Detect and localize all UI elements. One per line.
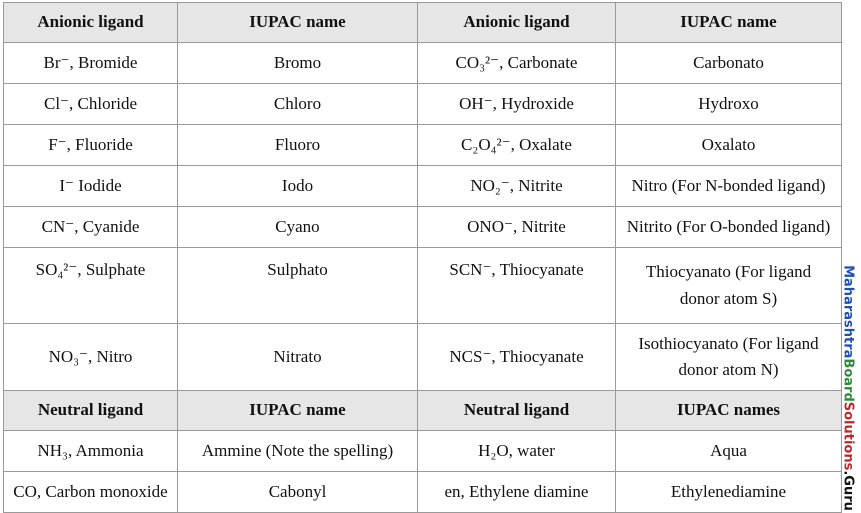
ligand-cell: CO, Carbon monoxide: [4, 472, 178, 513]
iupac-cell: Oxalato: [616, 125, 842, 166]
iupac-cell: Nitro (For N-bonded ligand): [616, 166, 842, 207]
ligand-cell: en, Ethylene diamine: [418, 472, 616, 513]
iupac-cell: Iodo: [178, 166, 418, 207]
header-iupac-name-3: IUPAC name: [178, 391, 418, 431]
ligand-cell: SCN⁻, Thiocyanate: [418, 248, 616, 324]
watermark-text: [841, 265, 856, 511]
watermark-part-3: Solutions: [840, 401, 856, 471]
iupac-cell: Ethylenediamine: [616, 472, 842, 513]
ligand-cell: CO₃²⁻, Carbonate: [418, 43, 616, 84]
table-row: [4, 125, 842, 166]
header-neutral-ligand-1: Neutral ligand: [4, 391, 178, 431]
table-row: [4, 324, 842, 391]
ligand-cell: ONO⁻, Nitrite: [418, 207, 616, 248]
iupac-cell: Aqua: [616, 431, 842, 472]
ligand-cell: I⁻ Iodide: [4, 166, 178, 207]
ligand-cell: NCS⁻, Thiocyanate: [418, 324, 616, 391]
iupac-cell: Cabonyl: [178, 472, 418, 513]
header-anionic-ligand-2: Anionic ligand: [418, 3, 616, 43]
iupac-cell: Hydroxo: [616, 84, 842, 125]
iupac-line-2: donor atom N): [678, 360, 779, 379]
ligand-cell: OH⁻, Hydroxide: [418, 84, 616, 125]
table-row: [4, 248, 842, 324]
watermark-part-2: Board: [840, 358, 856, 402]
watermark-part-4: .Guru: [840, 470, 856, 511]
header-iupac-name-1: IUPAC name: [178, 3, 418, 43]
iupac-cell: Bromo: [178, 43, 418, 84]
iupac-cell: Nitrato: [178, 324, 418, 391]
table-row: [4, 43, 842, 84]
iupac-cell: [616, 248, 842, 324]
watermark-part-1: Maharashtra: [840, 265, 856, 359]
ligand-cell: Cl⁻, Chloride: [4, 84, 178, 125]
ligand-cell: C₂O₄²⁻, Oxalate: [418, 125, 616, 166]
ligand-cell: NH₃, Ammonia: [4, 431, 178, 472]
ligand-cell: F⁻, Fluoride: [4, 125, 178, 166]
ligand-cell: SO₄²⁻, Sulphate: [4, 248, 178, 324]
header-iupac-name-2: IUPAC name: [616, 3, 842, 43]
iupac-cell: Sulphato: [178, 248, 418, 324]
iupac-cell: Carbonato: [616, 43, 842, 84]
table-row: [4, 472, 842, 513]
ligand-cell: Br⁻, Bromide: [4, 43, 178, 84]
ligand-cell: CN⁻, Cyanide: [4, 207, 178, 248]
table-row: [4, 207, 842, 248]
iupac-cell: Cyano: [178, 207, 418, 248]
iupac-cell: Ammine (Note the spelling): [178, 431, 418, 472]
header-neutral-ligand-2: Neutral ligand: [418, 391, 616, 431]
iupac-line-1: Isothiocyanato (For ligand: [638, 333, 819, 353]
watermark: [836, 265, 860, 511]
ligand-cell: H₂O, water: [418, 431, 616, 472]
ligand-table: [3, 2, 842, 513]
iupac-line-1: Thiocyanato (For ligand: [645, 262, 812, 282]
iupac-cell: Nitrito (For O-bonded ligand): [616, 207, 842, 248]
table-row: [4, 431, 842, 472]
iupac-line-2: donor atom S): [679, 288, 778, 308]
ligand-cell: NO₃⁻, Nitro: [4, 324, 178, 391]
iupac-cell: Chloro: [178, 84, 418, 125]
iupac-cell: [616, 324, 842, 391]
header-row-anionic: [4, 3, 842, 43]
header-anionic-ligand-1: Anionic ligand: [4, 3, 178, 43]
header-iupac-names: IUPAC names: [616, 391, 842, 431]
ligand-cell: NO₂⁻, Nitrite: [418, 166, 616, 207]
header-row-neutral: [4, 391, 842, 431]
iupac-cell: Fluoro: [178, 125, 418, 166]
table-row: [4, 84, 842, 125]
table-row: [4, 166, 842, 207]
